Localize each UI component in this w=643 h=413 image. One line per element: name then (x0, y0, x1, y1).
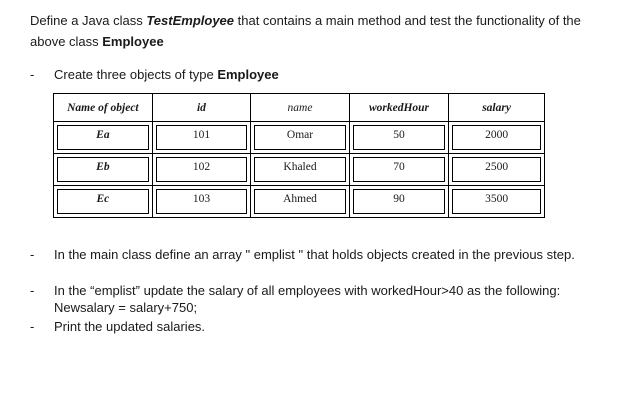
header-name-of-object: Name of object (54, 94, 153, 122)
table-cell: 50 (349, 122, 448, 154)
bullet-text: In the main class define an array " emplist " that holds objects created in the previous step. (54, 247, 575, 262)
bullet-dash: - (30, 283, 35, 298)
table-cell: Omar (251, 122, 350, 154)
table-cell: 2000 (449, 122, 545, 154)
bullet-print-salaries (30, 318, 584, 335)
table-cell: Eb (54, 154, 153, 186)
table-cell: Ahmed (251, 186, 350, 218)
header-name: name (251, 94, 350, 122)
intro-text-1: Define a Java class (30, 13, 147, 28)
class-name-testemployee: TestEmployee (146, 13, 235, 28)
bullet-dash: - (30, 247, 35, 262)
table-cell: 70 (349, 154, 448, 186)
table-row (54, 154, 545, 186)
table-cell: 103 (152, 186, 250, 218)
table-cell: 102 (152, 154, 250, 186)
table-cell: Khaled (251, 154, 350, 186)
table-cell: 2500 (449, 154, 545, 186)
table-row (54, 122, 545, 154)
header-salary: salary (449, 94, 545, 122)
bullet-update-salary (30, 282, 584, 316)
table-cell: 3500 (449, 186, 545, 218)
bullet-text: In the “emplist” update the salary of all employees with workedHour>40 as the following: Newsalary = salary+750; (54, 283, 561, 315)
bullet-create-objects (30, 66, 584, 83)
intro-text-2: that contains a main method and test the functionality of the above class (30, 13, 581, 49)
table-cell: 90 (349, 186, 448, 218)
header-worked-hour: workedHour (349, 94, 448, 122)
bullet-text: Print the updated salaries. (54, 319, 206, 334)
bullet-define-array (30, 246, 584, 263)
bullet-dash: - (30, 319, 35, 334)
table-header-row (54, 94, 545, 122)
intro-paragraph (30, 10, 590, 52)
table-cell: 101 (152, 122, 250, 154)
table-cell: Ec (54, 186, 153, 218)
table-cell: Ea (54, 122, 153, 154)
bullet-dash: - (30, 67, 35, 82)
employee-table (53, 93, 545, 218)
bullet-text-bold: Employee (217, 67, 279, 82)
header-id: id (152, 94, 250, 122)
bullet-text (54, 66, 584, 83)
table-row (54, 186, 545, 218)
class-name-employee: Employee (102, 34, 164, 49)
bullet-text-plain: Create three objects of type (54, 67, 218, 82)
